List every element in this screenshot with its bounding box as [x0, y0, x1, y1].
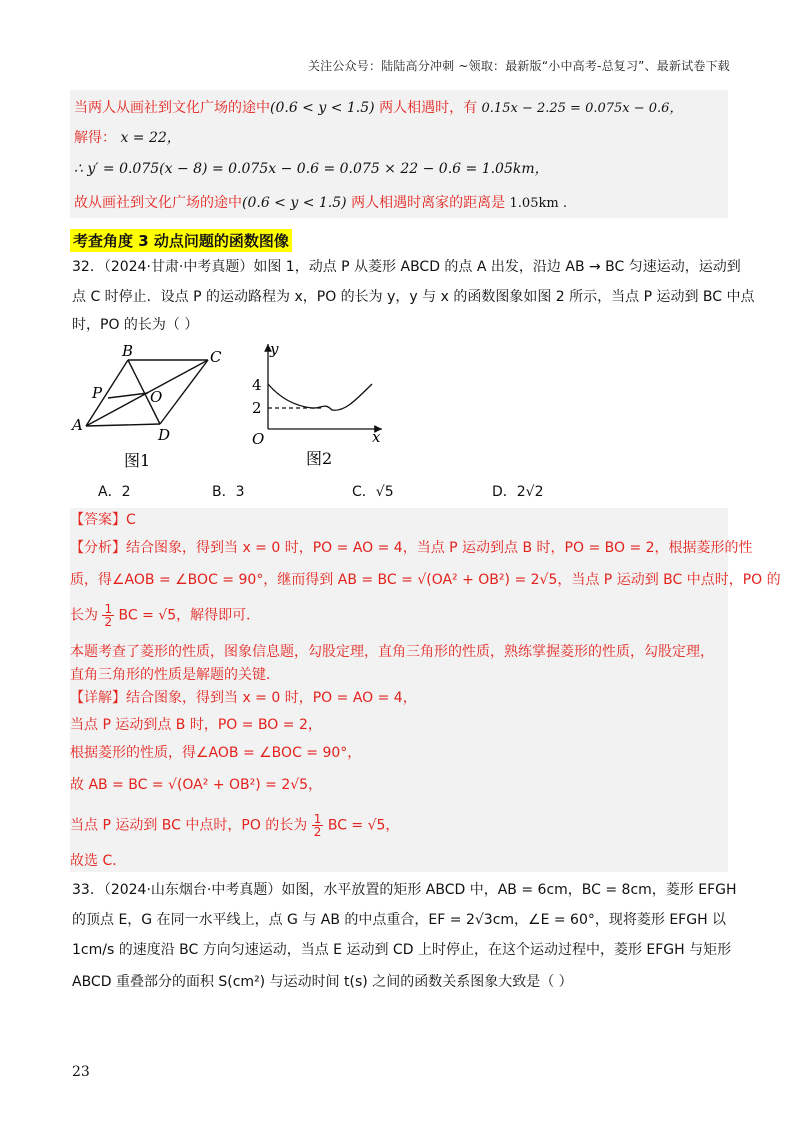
axis-label-x: x	[372, 428, 381, 446]
fraction-denominator: 2	[104, 615, 113, 629]
edge-CD	[160, 360, 208, 424]
prev-solution-line-1	[74, 98, 682, 119]
analysis-text-1: 结合图象，得到当 x = 0 时，PO = AO = 4，当点 P 运动到点 B 时，PO = BO = 2，根据菱形的性	[126, 540, 753, 556]
label-P: P	[92, 384, 103, 402]
analysis-line-2: 质，得∠AOB = ∠BOC = 90°，继而得到 AB = BC = √(OA² + OB²) = 2√5，当点 P 运动到 BC 中点时，PO 的	[70, 572, 781, 588]
prev-solution-line-2	[74, 128, 181, 148]
analysis-line-5: 直角三角形的性质是解题的关键．	[70, 667, 280, 683]
detail-fraction	[312, 813, 324, 838]
axis-label-y: y	[270, 340, 279, 358]
prev-line1-cond: (0.6 < y < 1.5)	[270, 100, 375, 116]
tick-label-4: 4	[252, 376, 262, 394]
section-heading: 考查角度 3 动点问题的函数图像	[70, 229, 292, 252]
label-A: A	[72, 416, 83, 434]
detail-fraction-denominator: 2	[313, 825, 322, 839]
analysis-3-pre: 长为	[70, 607, 98, 624]
label-C: C	[210, 348, 222, 366]
fraction-numerator: 1	[104, 602, 113, 616]
label-B: B	[122, 342, 134, 360]
choice-d[interactable]: D．2√2	[492, 484, 544, 500]
choice-b[interactable]: B．3	[212, 484, 245, 500]
page-number: 23	[72, 1064, 90, 1080]
prev-line4-text: 故从画社到文化广场的途中	[74, 195, 242, 211]
detail-5-pre: 当点 P 运动到 BC 中点时，PO 的长为	[70, 817, 308, 834]
analysis-3-post: BC = √5，解得即可．	[118, 607, 261, 624]
figure-1-rhombus	[68, 342, 238, 472]
prev-line3-eq: ∴ y′ = 0.075(x − 8) = 0.075x − 0.6 = 0.075 × 22 − 0.6 = 1.05km，	[74, 161, 549, 177]
prev-line1-text: 当两人从画社到文化广场的途中	[74, 100, 270, 116]
figure-2-graph	[244, 338, 394, 472]
prev-line2-text: 解得：	[74, 130, 116, 146]
answer-value: C	[126, 512, 136, 528]
prev-line2-eq: x = 22，	[120, 130, 181, 146]
detail-line-5	[70, 813, 399, 838]
label-O: O	[150, 388, 163, 406]
answer-line	[70, 510, 136, 530]
analysis-line-4: 本题考查了菱形的性质，图象信息题，勾股定理，直角三角形的性质，熟练掌握菱形的性质，勾股定理，	[70, 644, 714, 660]
answer-tag: 【答案】	[70, 512, 126, 528]
q32-line-3: 时，PO 的长为（ ）	[72, 317, 199, 333]
detail-line-1	[70, 688, 417, 708]
prev-line4-cond: (0.6 < y < 1.5)	[242, 195, 347, 211]
analysis-line-1	[70, 538, 753, 558]
choice-a[interactable]: A．2	[98, 484, 131, 500]
figure-1-caption: 图1	[124, 451, 151, 470]
q33-line-1: 33．（2024·山东烟台·中考真题）如图，水平放置的矩形 ABCD 中，AB = 6cm，BC = 8cm，菱形 EFGH	[72, 882, 737, 898]
function-curve	[268, 384, 372, 410]
prev-solution-line-3	[74, 159, 549, 179]
detail-tag: 【详解】	[70, 690, 126, 706]
prev-line1-text2: 两人相遇时，有	[379, 100, 478, 116]
q33-line-2: 的顶点 E，G 在同一水平线上，点 G 与 AB 的中点重合，EF = 2√3cm，∠E = 60°，现将菱形 EFGH 以	[72, 912, 727, 928]
origin-label: O	[252, 430, 265, 448]
page-header: 关注公众号：陆陆高分冲刺 ~领取：最新版“小中高考-总复习”、最新试卷下载	[307, 59, 730, 73]
detail-line-4: 故 AB = BC = √(OA² + OB²) = 2√5，	[70, 777, 323, 793]
prev-line4-text2: 两人相遇时离家的距离是	[351, 195, 506, 211]
choice-c[interactable]: C．√5	[352, 484, 394, 500]
q32-line-1: 32．（2024·甘肃·中考真题）如图 1，动点 P 从菱形 ABCD 的点 A 出发，沿边 AB → BC 匀速运动，运动到	[72, 259, 741, 275]
tick-label-2: 2	[252, 399, 262, 417]
detail-line-6: 故选 C．	[70, 853, 127, 869]
prev-line4-val: 1.05km .	[509, 196, 567, 211]
detail-fraction-numerator: 1	[313, 812, 322, 826]
prev-line1-eq: 0.15x − 2.25 = 0.075x − 0.6，	[481, 101, 683, 116]
detail-line-2: 当点 P 运动到点 B 时，PO = BO = 2，	[70, 717, 322, 733]
edge-DA	[86, 424, 160, 426]
detail-line-3: 根据菱形的性质，得∠AOB = ∠BOC = 90°，	[70, 745, 362, 761]
analysis-fraction	[102, 603, 114, 628]
analysis-line-3	[70, 603, 260, 628]
analysis-tag: 【分析】	[70, 540, 126, 556]
q33-line-4: ABCD 重叠部分的面积 S(cm²) 与运动时间 t(s) 之间的函数关系图象大致是（ ）	[72, 974, 573, 990]
q32-line-2: 点 C 时停止．设点 P 的运动路程为 x，PO 的长为 y，y 与 x 的函数图象如图 2 所示，当点 P 运动到 BC 中点	[72, 289, 755, 305]
label-D: D	[158, 426, 171, 444]
detail-5-post: BC = √5，	[327, 817, 400, 834]
q33-line-3: 1cm/s 的速度沿 BC 方向匀速运动，当点 E 运动到 CD 上时停止，在这个运动过程中，菱形 EFGH 与矩形	[72, 942, 732, 958]
detail-text-1: 结合图象，得到当 x = 0 时，PO = AO = 4，	[126, 690, 417, 706]
figure-2-caption: 图2	[306, 449, 333, 468]
prev-solution-line-4	[74, 193, 567, 214]
